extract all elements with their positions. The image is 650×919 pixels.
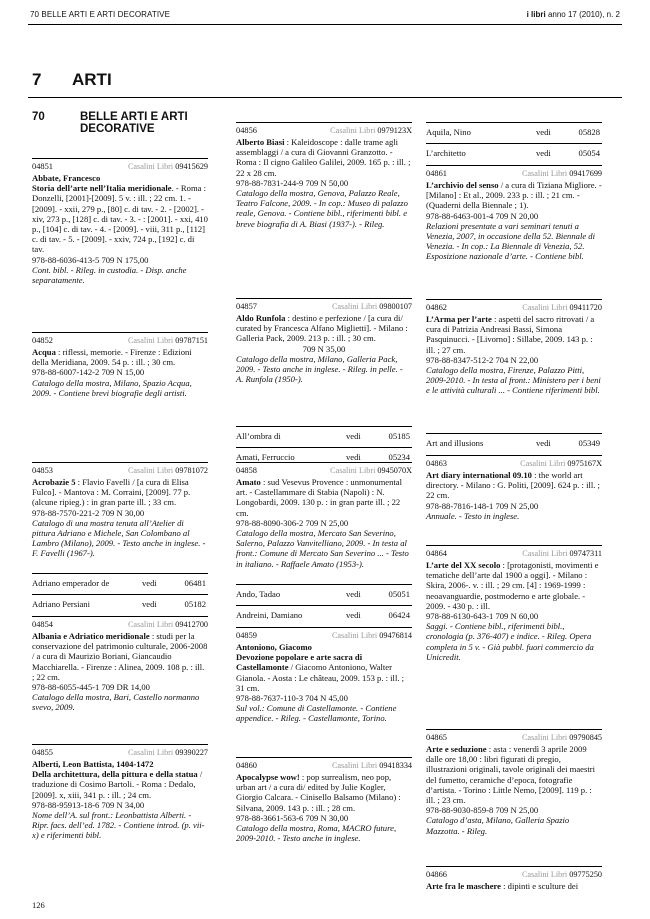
- xref-row: Andreini, Damiano vedi 06424: [236, 605, 412, 620]
- entry-body: : studi per la conservazione del patrimonio culturale, 2006-2008 / a cura di Maurizio Boriani, Giancaudio Macchiarella. - Firenze : Alinea, 2009. 108 p. : ill. ; 22 cm.: [32, 631, 208, 682]
- entry-title: Storia dell’arte nell’Italia meridionale: [32, 183, 172, 194]
- entry-notes: Catalogo della mostra, Bari, Castello normanno svevo, 2009.: [32, 692, 200, 713]
- xref-row: Ando, Tadao vedi 05051: [236, 584, 412, 599]
- entry-04858: [236, 462, 412, 569]
- entry-editor: Casalini Libri 0979123X: [330, 126, 412, 135]
- entry-code: 04860: [236, 761, 257, 770]
- journal-issue: anno 17 (2010), n. 2: [545, 10, 620, 19]
- entry-isbn: 978-88-6036-413-5 709 N 175,00: [32, 254, 149, 265]
- entry-04859: [236, 627, 412, 724]
- entry-editor: Casalini Libri 09412700: [127, 620, 208, 629]
- entry-04853: [32, 462, 208, 559]
- entry-code: 04858: [236, 466, 257, 475]
- entry-notes: Annuale. - Testo in inglese.: [426, 510, 520, 521]
- entry-lead: L’archivio del senso: [426, 180, 499, 190]
- entry-body: : aspetti del sacro ritrovati / a cura di Patrizia Andreasi Bassi, Simona Pasquinucci. - [Livorno] : Sillabe, 2009. 143 p. : ill. ; 27 cm.: [426, 314, 595, 355]
- entry-lead: Apocalypse wow!: [236, 772, 300, 782]
- entry-isbn: 709 N 35,00: [302, 343, 346, 354]
- entry-lead: L’Arma per l’arte: [426, 314, 492, 324]
- section-title: ARTI: [72, 70, 112, 89]
- entry-editor: Casalini Libri 09790845: [521, 733, 602, 742]
- entry-isbn: 978-88-8090-306-2 709 N 25,00: [236, 517, 349, 528]
- entry-code: 04856: [236, 126, 257, 135]
- entry-code: 04866: [426, 870, 447, 879]
- entry-lead: Arte fra le maschere: [426, 881, 501, 891]
- xref-row: Art and illusions vedi 05349: [426, 433, 602, 448]
- section-divider: [28, 97, 622, 98]
- xref-row: Adriano emperador de vedi 06481: [32, 573, 208, 588]
- xref-row: Adriano Persiani vedi 05182: [32, 594, 208, 609]
- entry-editor: Casalini Libri 09411720: [522, 303, 602, 312]
- entry-body: / traduzione di Cosimo Bartoli. - Roma : Dedalo, [2009]. x, xiii, 341 p. : ill. ; 24 cm.: [32, 769, 203, 800]
- entry-isbn: 978-88-7570-221-2 709 N 30,00: [32, 507, 145, 518]
- entry-code: 04865: [426, 733, 447, 742]
- section-number: 7: [32, 70, 42, 89]
- entry-notes: Sul vol.: Comune di Castellamonte. - Contiene appendice. - Rileg. - Castellamonte, Torino.: [236, 703, 397, 724]
- entry-notes: Nome dell’A. sul front.: Leonbattista Alberti. - Ripr. facs. dell’ed. 1782. - Contiene introd. (p. vii-x) e riferimenti bibl.: [32, 810, 205, 841]
- entry-lead: Aldo Runfola: [236, 313, 286, 323]
- entry-notes: Cont. bibl. - Rileg. in custodia. - Disp. anche separatamente.: [32, 264, 187, 286]
- entry-editor: Casalini Libri 09418334: [331, 761, 412, 770]
- xref-row: Amati, Ferruccio vedi 05234: [236, 447, 412, 462]
- entry-lead: Acrobazie 5: [32, 477, 76, 487]
- entry-editor: Casalini Libri 09775250: [521, 870, 602, 879]
- entry-body: : Kaleidoscope : dalle trame agli assemblaggi / a cura di Giovanni Granzotto. - Roma : Il cigno Galileo Galilei, 2009. 165 p. : ill. ; 22 x 28 cm.: [236, 137, 411, 178]
- entry-editor: Casalini Libri 09747311: [522, 549, 602, 558]
- entry-isbn: 978-88-6007-142-2 709 N 15,00: [32, 367, 145, 378]
- entry-code: 04864: [426, 549, 447, 558]
- entry-lead: Alberto Biasi: [236, 137, 285, 147]
- subsection-number: 70: [32, 111, 45, 123]
- entry-04856: [236, 122, 412, 229]
- entry-isbn: 978-88-7816-148-1 709 N 25,00: [426, 500, 539, 511]
- entry-isbn: 978-88-6463-001-4 709 N 20,00: [426, 210, 539, 221]
- entry-notes: Catalogo della mostra, Milano, Galleria Pack, 2009. - Testo anche in inglese. - Rileg. in pelle. - A. Runfola (1950-).: [236, 353, 403, 385]
- entry-body: : pop surrealism, neo pop, urban art / a cura di/ edited by Julie Kogler, Giorgio Calcara. - Cinisello Balsamo (Milano) : Silvana, 2009. 143 p. : ill. ; 28 cm.: [236, 772, 401, 813]
- entry-isbn: 978-88-3661-563-6 709 N 30,00: [236, 812, 349, 823]
- entry-code: 04852: [32, 336, 53, 345]
- entry-editor: Casalini Libri 09390227: [127, 748, 208, 757]
- entry-editor: Casalini Libri 09417699: [521, 169, 602, 178]
- entry-code: 04863: [426, 459, 447, 468]
- entry-isbn: 978-88-6055-445-1 709 DR 14,00: [32, 682, 150, 693]
- entry-04860: [236, 757, 412, 843]
- entry-notes: Relazioni presentate a vari seminari tenuti a Venezia, 2007, in occasione della 52. Biennale di Venezia. - In cop.: La Biennale di Venezia, 52. Esposizione nazionale d’arte. - Contiene bibl.: [426, 220, 595, 262]
- entry-author: Alberti, Leon Battista, 1404-1472: [32, 759, 154, 769]
- entry-notes: Catalogo della mostra, Genova, Palazzo Reale, Teatro Falcone, 2009. - In cop.: Museo di palazzo reale, Genova. - Contiene bibl., riferimenti bibl. e breve biografia di A. Biasi (1937-). - Rileg.: [236, 188, 408, 229]
- entry-body: : riflessi, memorie. - Firenze : Edizioni della Meridiana, 2009. 54 p. : ill. ; 30 cm.: [32, 347, 192, 368]
- entry-04863: [426, 455, 602, 521]
- entry-code: 04861: [426, 169, 447, 178]
- entry-body: / a cura di Tiziana Migliore. - [Milano] : Et al., 2009. 233 p. : ill. ; 21 cm. - (Quaderni della Biennale ; 1).: [426, 180, 602, 211]
- entry-notes: Catalogo della mostra, Roma, MACRO future, 2009-2010. - Testo anche in inglese.: [236, 823, 397, 844]
- entry-author: Antoniono, Giacomo: [236, 642, 312, 652]
- entry-title: Devozione popolare e arte sacra di Castellamonte: [236, 652, 363, 673]
- entry-code: 04862: [426, 303, 447, 312]
- entry-04854: [32, 616, 208, 713]
- entry-04866: [426, 866, 602, 891]
- entry-code: 04859: [236, 631, 257, 640]
- entry-editor: Casalini Libri 09800107: [331, 302, 412, 311]
- entry-notes: Catalogo della mostra, Firenze, Palazzo Pitti, 2009-2010. - In testa al front.: Ministero per i beni e le attività culturali ... - Contiene riferimenti bibl.: [426, 365, 601, 396]
- entry-notes: Saggi. - Contiene bibl., riferimenti bibl., cronologia (p. 376-407) e indice. - Rileg. Opera completa in 5 v. - Già pubbl. fuori commercio da Unicredit.: [426, 621, 594, 662]
- entry-code: 04853: [32, 466, 53, 475]
- entry-lead: Arte e seduzione: [426, 744, 487, 754]
- entry-editor: Casalini Libri 09781072: [127, 466, 208, 475]
- entry-body: . - Roma : Donzelli, [2001]-[2009]. 5 v. : ill. ; 22 cm. 1. - [2009]. - xxii, 279 p., [80] c. di tav. - 2. - [2002]. - xiv, 273 p., [128] c. di tav. - 3. - : [2001]. - xxi, 410 p., [104] c. di tav. - 4. - [2009]. - viii, 311 p., [112] c. di tav. - 5. - [2009]. - xxiv, 724 p., [192] c. di tav.: [32, 183, 208, 255]
- entry-title: Della architettura, della pittura e della statua: [32, 769, 198, 780]
- running-header: [28, 8, 622, 25]
- entry-04855: [32, 744, 208, 841]
- entry-body: : the world art directory. - Milano : G. Politi, [2009]. 624 p. : ill. ; 22 cm.: [426, 470, 600, 501]
- entry-editor: Casalini Libri 0945070X: [330, 466, 412, 475]
- entry-lead: Art diary international 09.10: [426, 470, 532, 480]
- page-number: 126: [32, 900, 45, 910]
- entry-notes: Catalogo della mostra, Milano, Spazio Acqua, 2009. - Contiene brevi biografie degli artisti.: [32, 377, 192, 398]
- xref-row: Aquila, Nino vedi 05828: [426, 122, 602, 137]
- entry-code: 04855: [32, 748, 53, 757]
- entry-lead: Acqua: [32, 347, 56, 357]
- entry-editor: Casalini Libri 09476814: [331, 631, 412, 640]
- entry-isbn: 978-88-9030-859-8 709 N 25,00: [426, 805, 539, 816]
- entry-04857: [236, 298, 412, 384]
- entry-body: : asta : venerdì 3 aprile 2009 dalle ore 18,00 : libri figurati di pregio, illustrazioni originali, tavole originali dei maestri del fumetto, ceramiche d’epoca, fotografie d’artista. - Torino : Little Nemo, [2009]. 119 p. : ill. ; 23 cm.: [426, 744, 595, 806]
- entry-code: 04857: [236, 302, 257, 311]
- entry-editor: Casalini Libri 0975167X: [520, 459, 602, 468]
- entry-code: 04851: [32, 162, 53, 171]
- entry-editor: Casalini Libri 09415629: [127, 162, 208, 171]
- entry-body: / Giacomo Antoniono, Walter Gianola. - Aosta : Le château, 2009. 153 p. : ill. ; 31 cm.: [236, 662, 405, 693]
- entry-04851: [32, 158, 208, 285]
- entry-04852: [32, 332, 208, 398]
- running-header-left: 70 BELLE ARTI E ARTI DECORATIVE: [30, 10, 171, 19]
- entry-isbn: 978-88-8347-512-2 704 N 22,00: [426, 354, 539, 365]
- entry-body: : sud Vesevus Provence : unmonumental art. - Castellammare di Stabia (Napoli) : N. Longobardi, 2009. 130 p. : in gran parte ill. ; 22 cm.: [236, 477, 402, 518]
- entry-04864: [426, 545, 602, 662]
- entry-body: : Flavio Favelli / [a cura di Elisa Fulco]. - Mantova : M. Corraini, [2009]. 77 p. (alcune ripieg.) : in gran parte ill. ; 33 cm.: [32, 477, 191, 508]
- journal-name: i libri: [526, 10, 546, 19]
- entry-editor: Casalini Libri 09787151: [127, 336, 208, 345]
- entry-author: Abbate, Francesco: [32, 173, 101, 183]
- entry-lead: Albania e Adriatico meridionale: [32, 631, 150, 641]
- entry-notes: Catalogo della mostra, Mercato San Severino, Salerno, Palazzo Vanvitelliano, 2009. - In testa al front.: Comune di Mercato San Severino ... - Testo in italiano. - Raffaele Amato (1953-).: [236, 528, 409, 569]
- entry-body: : destino e perfezione / [a cura di/ curated by Francesca Alfano Miglietti]. - Milano : Galleria Pack, 2009. 213 p. : ill. ; 30 cm.: [236, 313, 408, 344]
- entry-isbn: 978-88-7831-244-9 709 N 50,00: [236, 177, 349, 188]
- subsection-title: BELLE ARTI E ARTI DECORATIVE: [80, 111, 188, 135]
- entry-isbn: 978-88-95913-18-6 709 N 34,00: [32, 799, 145, 810]
- entry-isbn: 978-88-6130-643-1 709 N 60,00: [426, 611, 539, 622]
- entry-notes: Catalogo d’asta, Milano, Galleria Spazio Mazzotta. - Rileg.: [426, 815, 570, 836]
- xref-row: L’architetto vedi 05054: [426, 143, 602, 158]
- entry-isbn: 978-88-7637-110-3 704 N 45,00: [236, 693, 348, 704]
- entry-body: : dipinti e sculture dei: [501, 881, 579, 891]
- entry-04861: [426, 165, 602, 262]
- running-header-right: [527, 10, 620, 19]
- entry-lead: L’arte del XX secolo: [426, 560, 501, 570]
- entry-notes: Catalogo di una mostra tenuta all’Atelier di pittura Adriano e Michele, San Colombano al Lambro (Milano), 2009. - Testo anche in inglese. - F. Favelli (1967-).: [32, 517, 206, 559]
- entry-04862: [426, 299, 602, 396]
- xref-row: All’ombra di vedi 05185: [236, 426, 412, 441]
- entry-lead: Amato: [236, 477, 261, 487]
- entry-body: : [protagonisti, movimenti e tematiche dell’arte dal 1900 a oggi]. - Milano : Skira, 2006-. v. : ill. ; 29 cm. [4] : 1969-1999 : neoavanguardie, postmoderno e arte globale. - 2009. - 430 p. : ill.: [426, 560, 599, 611]
- entry-code: 04854: [32, 620, 53, 629]
- entry-04865: [426, 729, 602, 836]
